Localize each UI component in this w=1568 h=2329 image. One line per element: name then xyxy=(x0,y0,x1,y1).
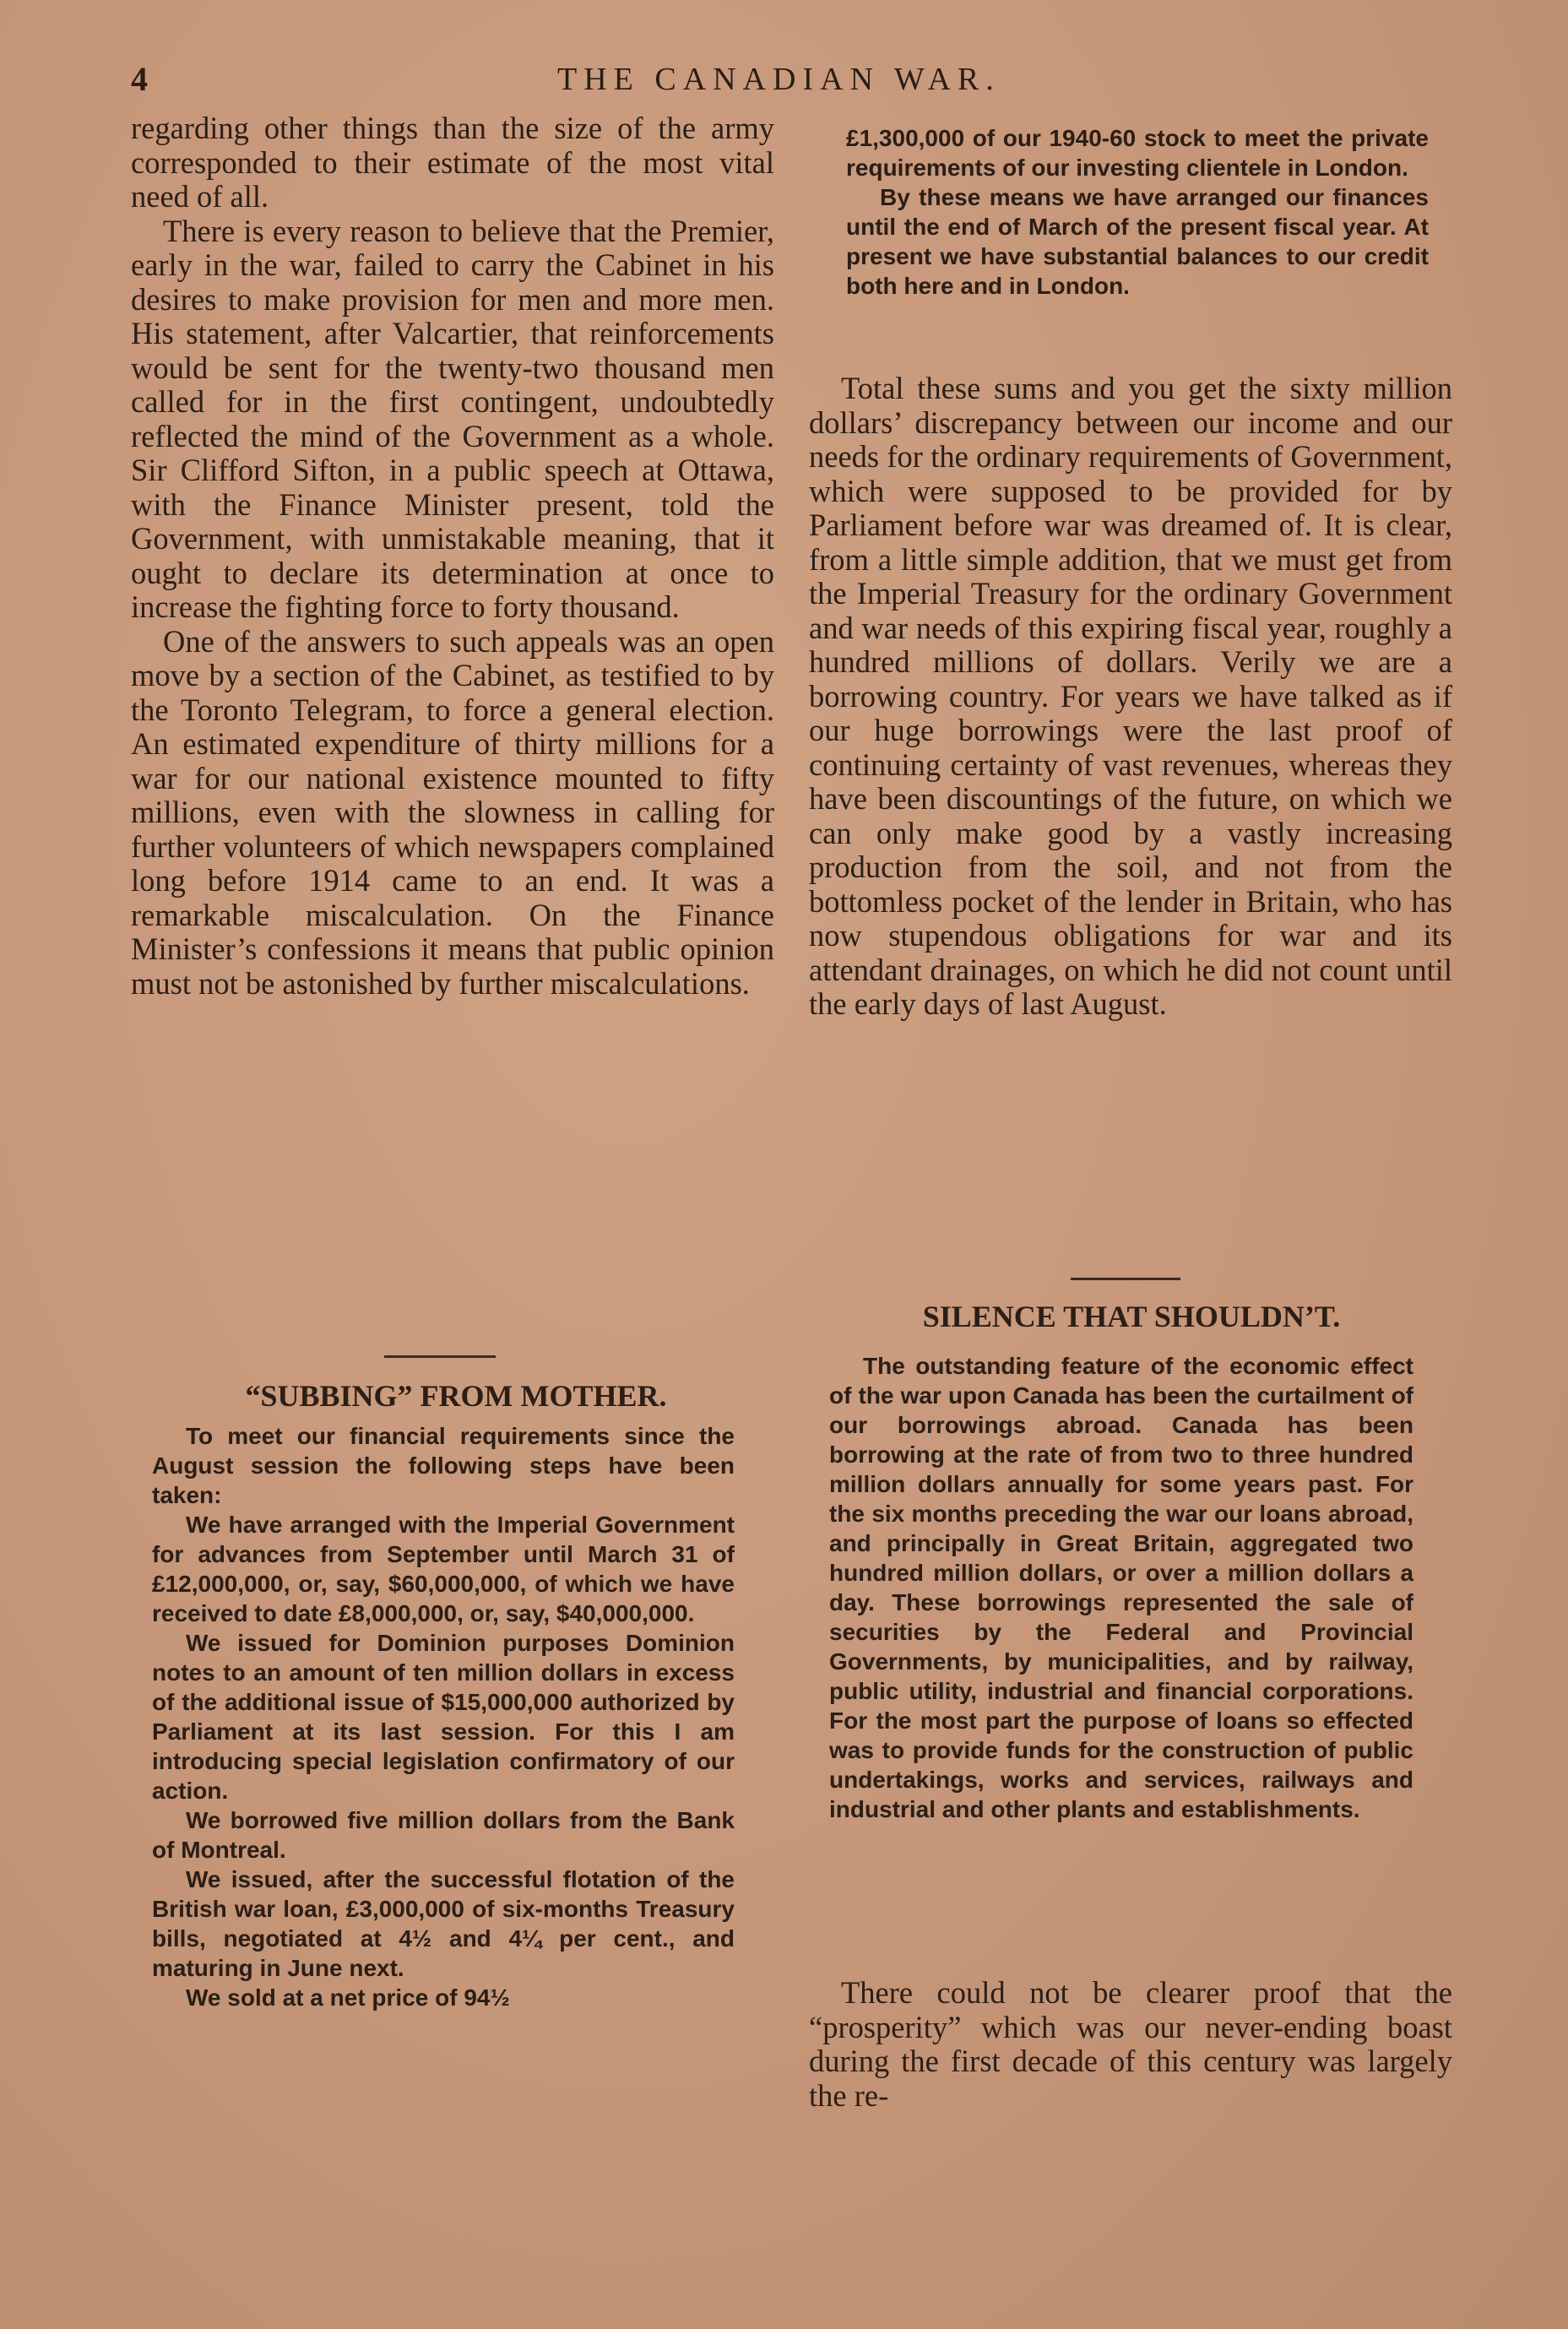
section-divider xyxy=(1071,1278,1180,1280)
quoted-paragraph: By these means we have arranged our finances until the end of March of the present fiscal year. At present we have substantial balances to our credit both here and in London. xyxy=(846,184,1429,299)
body-paragraph: There is every reason to believe that the Premier, early in the war, failed to carry the Cabinet in his desires to make provision for men and more men. His statement, after Valcartier, that reinforcements would be sent for the twenty-two thousand men called for in the first contingent, undoubtedly reflected the mind of the Government as a whole. Sir Clifford Sifton, in a public speech at Ottawa, with the Finance Minister present, told the Government, with unmistakable meaning, that it ought to declare its determination at once to increase the fighting force to forty thousand. xyxy=(131,213,774,624)
section-heading-subbing: “SUBBING” FROM MOTHER. xyxy=(245,1379,667,1413)
section-divider xyxy=(384,1355,496,1358)
quoted-paragraph: We issued, after the successful flotation of the British war loan, £3,000,000 of six-months Treasury bills, negotiated at 4½ and 4¼ per cent., and maturing in June next. xyxy=(152,1866,735,1981)
quoted-paragraph: We have arranged with the Imperial Government for advances from September until March 31 of £12,000,000, or, say, $60,000,000, of which we have received to date £8,000,000, or, say, $40,000,000. xyxy=(152,1512,735,1626)
body-paragraph: One of the answers to such appeals was an open move by a section of the Cabinet, as testified to by the Toronto Telegram, to force a general election. An estimated expenditure of thirty millions for a war for our national existence mounted to fifty millions, even with the slowness in calling for further volunteers of which newspapers complained long before 1914 came to an end. It was a remarkable miscalculation. On the Finance Minister’s confessions it means that public opinion must not be astonished by further miscalculations. xyxy=(131,623,774,1001)
right-column-body xyxy=(809,372,1452,1022)
left-column-body xyxy=(131,111,774,1001)
body-paragraph: regarding other things than the size of the army corresponded to their estimate of the most vital need of all. xyxy=(131,111,774,214)
quoted-paragraph: We issued for Dominion purposes Dominion notes to an amount of ten million dollars in excess of the additional issue of $15,000,000 authorized by Parliament at its last session. For this I am introducing special legislation confirmatory of our action. xyxy=(152,1630,735,1804)
page-number: 4 xyxy=(131,60,148,98)
right-column-closing xyxy=(809,1976,1452,2113)
quoted-paragraph: To meet our financial requirements since the August session the following steps have been taken: xyxy=(152,1423,735,1508)
section-heading-silence: SILENCE THAT SHOULDN’T. xyxy=(922,1300,1341,1333)
quoted-paragraph: £1,300,000 of our 1940-60 stock to meet the private requirements of our investing clientele in London. xyxy=(846,125,1429,181)
quoted-paragraph: We sold at a net price of 94½ xyxy=(186,1984,510,2011)
right-column-bold-text xyxy=(829,1351,1413,1824)
left-column-quotation xyxy=(152,1421,735,2012)
quoted-paragraph: We borrowed five million dollars from the Bank of Montreal. xyxy=(152,1807,735,1863)
body-paragraph: Total these sums and you get the sixty million dollars’ discrepancy between our income and our needs for the ordinary requirements of Government, which were supposed to be provided for by Parliament before war was dreamed of. It is clear, from a little simple addition, that we must get from the Imperial Treasury for the ordinary Government and war needs of this expiring fiscal year, roughly a hundred millions of dollars. Verily we are a borrowing country. For years we have talked as if our huge borrowings were the last proof of continuing certainty of vast revenues, whereas they have been discountings of the future, on which we can only make good by a vastly increasing production from the soil, and not from the bottomless pocket of the lender in Britain, who has now stupendous obligations for war and its attendant drainages, on which he did not count until the early days of last August. xyxy=(809,371,1452,1021)
bold-paragraph: The outstanding feature of the economic effect of the war upon Canada has been the curtailment of our borrowings abroad. Canada has been borrowing at the rate of from two to three hundred million dollars annually for some years past. For the six months preceding the war our loans abroad, and principally in Great Britain, aggregated two hundred million dollars, or over a million dollars a day. These borrowings represented the sale of securities by the Federal and Provincial Governments, by municipalities, and by railway, public utility, industrial and financial corporations. For the most part the purpose of loans so effected was to provide funds for the construction of public undertakings, works and services, railways and industrial and other plants and establishments. xyxy=(829,1353,1413,1822)
right-column-quotation xyxy=(846,123,1429,301)
body-paragraph: There could not be clearer proof that the “prosperity” which was our never-ending boast during the first decade of this century was largely the re- xyxy=(809,1975,1452,2113)
running-title: THE CANADIAN WAR. xyxy=(557,62,1001,97)
